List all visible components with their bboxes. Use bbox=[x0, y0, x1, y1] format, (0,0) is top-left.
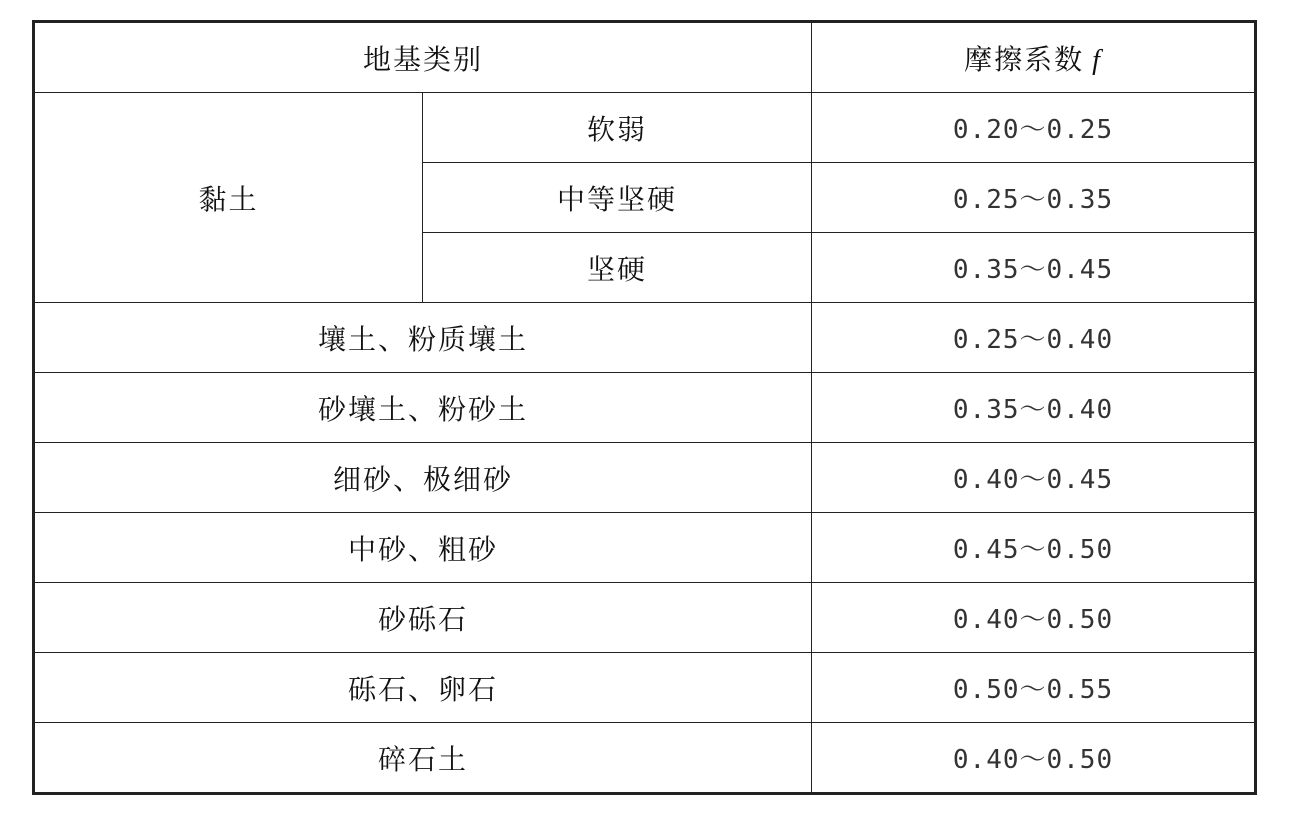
table-row bbox=[34, 443, 1256, 513]
clay-subtype: 软弱 bbox=[423, 93, 812, 163]
clay-label: 黏土 bbox=[34, 93, 423, 303]
coefficient-value: 0.25～0.35 bbox=[812, 163, 1256, 233]
table-row bbox=[34, 513, 1256, 583]
table-row bbox=[34, 373, 1256, 443]
coefficient-value: 0.25～0.40 bbox=[812, 303, 1256, 373]
clay-subtype: 中等坚硬 bbox=[423, 163, 812, 233]
soil-type: 细砂、极细砂 bbox=[34, 443, 812, 513]
soil-type: 中砂、粗砂 bbox=[34, 513, 812, 583]
table-row bbox=[34, 93, 1256, 163]
coefficient-value: 0.40～0.45 bbox=[812, 443, 1256, 513]
soil-type: 砂砾石 bbox=[34, 583, 812, 653]
header-category: 地基类别 bbox=[34, 22, 812, 93]
table-row bbox=[34, 723, 1256, 794]
coefficient-value: 0.45～0.50 bbox=[812, 513, 1256, 583]
coefficient-value: 0.20～0.25 bbox=[812, 93, 1256, 163]
header-coefficient-label: 摩擦系数 bbox=[964, 42, 1085, 76]
coefficient-value: 0.50～0.55 bbox=[812, 653, 1256, 723]
soil-type: 碎石土 bbox=[34, 723, 812, 794]
soil-type: 砾石、卵石 bbox=[34, 653, 812, 723]
header-coefficient bbox=[812, 22, 1256, 93]
clay-subtype: 坚硬 bbox=[423, 233, 812, 303]
table-row bbox=[34, 653, 1256, 723]
coefficient-value: 0.35～0.40 bbox=[812, 373, 1256, 443]
coefficient-value: 0.35～0.45 bbox=[812, 233, 1256, 303]
table-row bbox=[34, 583, 1256, 653]
soil-type: 砂壤土、粉砂土 bbox=[34, 373, 812, 443]
table-row bbox=[34, 303, 1256, 373]
coefficient-value: 0.40～0.50 bbox=[812, 723, 1256, 794]
header-symbol: f bbox=[1092, 44, 1102, 76]
header-row bbox=[34, 22, 1256, 93]
friction-coefficient-table bbox=[32, 20, 1257, 795]
soil-type: 壤土、粉质壤土 bbox=[34, 303, 812, 373]
coefficient-value: 0.40～0.50 bbox=[812, 583, 1256, 653]
